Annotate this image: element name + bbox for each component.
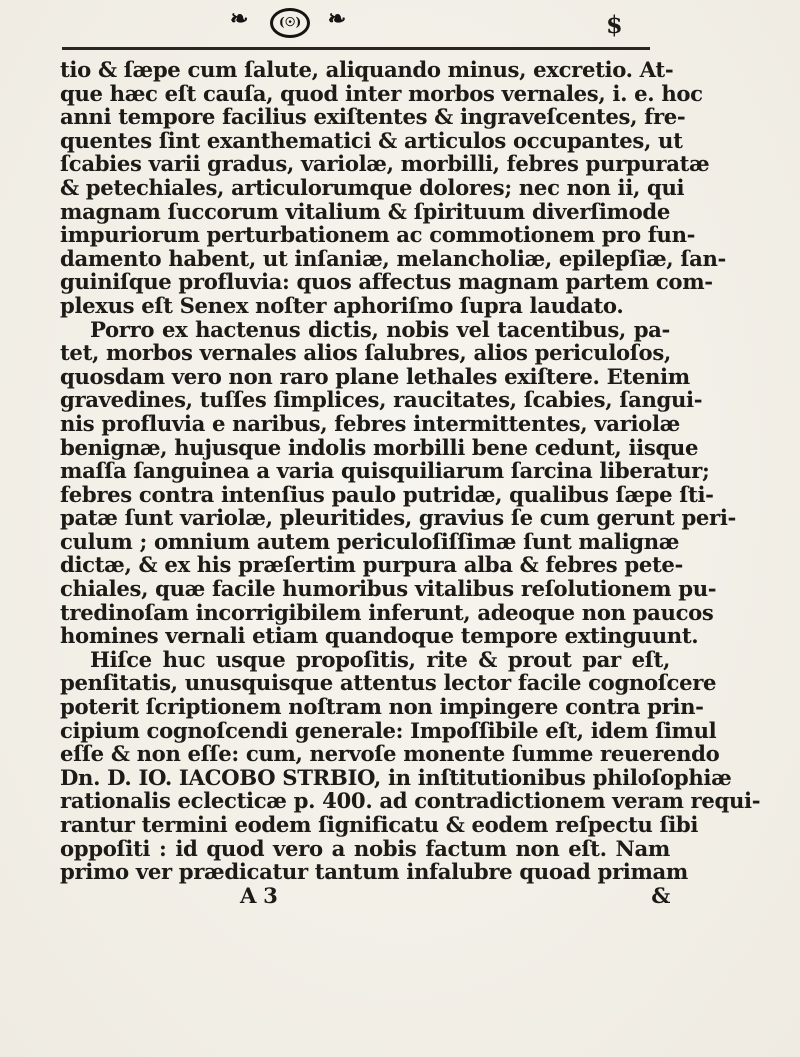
text-line: tio & ſæpe cum ſalute, aliquando minus, excretio. At-: [60, 57, 674, 82]
text-line: benignæ, hujusque indolis morbilli bene cedunt, iisque: [60, 434, 699, 460]
text-line: dictæ, & ex his præſertim purpura alba & febres pete-: [60, 552, 683, 578]
text-line: poterit ſcriptionem noſtram non impingere contra prin-: [60, 694, 704, 720]
text-line: ſcabies varii gradus, variolæ, morbilli, febres purpuratæ: [60, 151, 710, 177]
text-line: & petechiales, articulorumque dolores; nec non ii, qui: [60, 174, 685, 200]
text-line: febres contra intenſius paulo putridæ, qualibus ſæpe ſti-: [60, 481, 714, 507]
text-line: que hæc eſt cauſa, quod inter morbos vernales, i. e. hoc: [60, 80, 703, 106]
text-line: tredinoſam incorrigibilem inferunt, adeoque non paucos: [60, 599, 714, 625]
text-line: gravedines, tuſſes ſimplices, raucitates, ſcabies, ſangui-: [60, 387, 703, 413]
text-line: penſitatis, unusquisque attentus lector facile cognoſcere: [60, 670, 717, 696]
text-line: primo ver prædicatur tantum infalubre quoad primam: [60, 859, 688, 885]
ornament-left-icon: ❧: [230, 6, 253, 32]
text-line: anni tempore facilius exiſtentes & ingraveſcentes, fre-: [60, 104, 686, 130]
text-line: maſſa ſanguinea a varia quisquiliarum ſarcina liberatur;: [60, 458, 710, 484]
ornament-center-icon: (☉): [270, 8, 310, 38]
text-line: cipium cognoſcendi generale: Impoſſibile eſt, idem ſimul: [60, 717, 717, 743]
ornament-right-icon: ❧: [327, 6, 351, 32]
text-line: impuriorum perturbationem ac commotionem pro fun-: [60, 222, 696, 248]
header-ornament: [230, 6, 360, 42]
text-line: quosdam vero non raro plane lethales exiſtere. Etenim: [60, 363, 690, 389]
text-line: guiniſque profluvia: quos affectus magnam partem com-: [60, 269, 713, 295]
signature-mark: A 3: [240, 882, 278, 908]
text-line: nis profluvia e naribus, febres intermittentes, variolæ: [60, 410, 680, 436]
text-line: rationalis eclecticæ p. 400. ad contradictionem veram requi-: [60, 788, 761, 814]
text-line: plexus eſt Senex noſter aphoriſmo ſupra laudato.: [60, 292, 624, 318]
body-text: [60, 57, 761, 908]
text-line: homines vernali etiam quandoque tempore extinguunt.: [60, 623, 699, 649]
text-line: chiales, quæ facile humoribus vitalibus reſolutionem pu-: [60, 576, 717, 602]
text-line: culum ; omnium autem periculoſiſſimæ ſunt malignæ: [60, 528, 680, 554]
text-line: magnam ſuccorum vitalium & ſpirituum diverſimode: [60, 198, 670, 224]
text-line: oppoſiti : id quod vero a nobis factum non eſt. Nam: [60, 835, 670, 861]
header-mark: $: [606, 10, 623, 39]
page-footer: [60, 884, 670, 908]
catchword: &: [651, 882, 670, 908]
text-line: rantur termini eodem ſignificatu & eodem reſpectu ſibi: [60, 812, 699, 837]
text-line: eſſe & non eſſe: cum, nervoſe monente ſumme reuerendo: [60, 741, 720, 767]
text-line: Hiſce huc usque propoſitis, rite & prout par eſt,: [90, 646, 670, 672]
text-line: damento habent, ut inſaniæ, melancholiæ, epilepſiæ, ſan-: [60, 245, 726, 271]
text-line: patæ ſunt variolæ, pleuritides, gravius ſe cum gerunt peri-: [60, 505, 736, 531]
text-line: Dn. D. IO. IACOBO STRBIO, in inſtitutionibus philoſophiæ: [60, 764, 732, 790]
text-line: tet, morbos vernales alios ſalubres, alios periculoſos,: [60, 340, 671, 366]
text-line: quentes ſint exanthematici & articulos occupantes, ut: [60, 127, 683, 153]
text-line: Porro ex hactenus dictis, nobis vel tacentibus, pa-: [90, 316, 670, 342]
header-rule: [62, 47, 650, 50]
